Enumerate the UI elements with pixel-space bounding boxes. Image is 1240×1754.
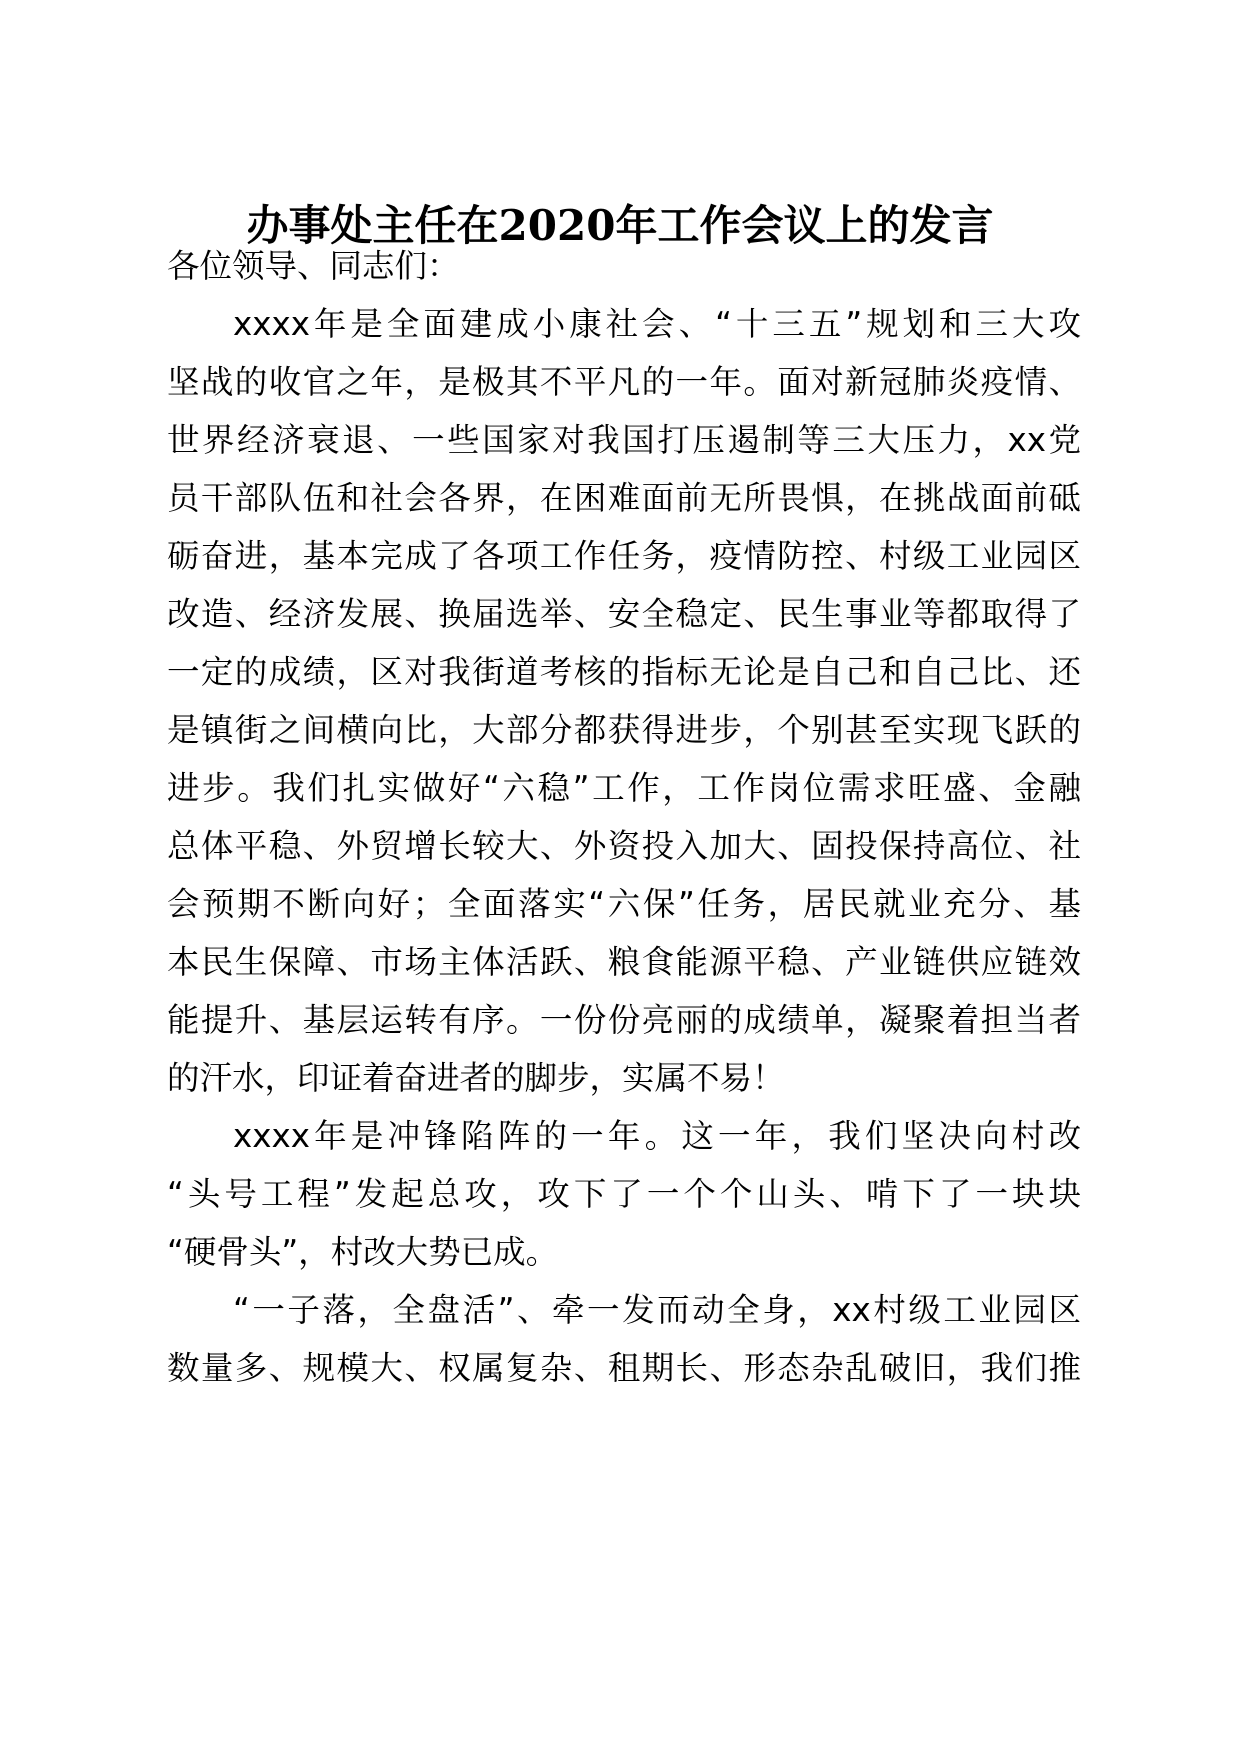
text-line: 的汗水，印证着奋进者的脚步，实属不易！ [167,1059,785,1097]
text-line: 本民生保障、市场主体活跃、粮食能源平稳、产业链供应链效 [167,943,1081,981]
text-line: 会预期不断向好；全面落实“六保”任务，居民就业充分、基 [167,885,1081,923]
text-line: 世界经济衰退、一些国家对我国打压遏制等三大压力，xx党 [167,421,1081,459]
text-line: “一子落，全盘活”、牵一发而动全身，xx村级工业园区 [233,1291,1081,1329]
text-line: 总体平稳、外贸增长较大、外资投入加大、固投保持高位、社 [167,827,1081,865]
text-line: xxxx年是冲锋陷阵的一年。这一年，我们坚决向村改 [233,1117,1081,1155]
text-line: xxxx年是全面建成小康社会、“十三五”规划和三大攻 [233,305,1081,343]
document-title: 办事处主任在2020年工作会议上的发言 [246,201,994,250]
text-line: 砺奋进，基本完成了各项工作任务，疫情防控、村级工业园区 [167,537,1081,575]
text-line: 改造、经济发展、换届选举、安全稳定、民生事业等都取得了 [167,595,1081,633]
text-line: 进步。我们扎实做好“六稳”工作，工作岗位需求旺盛、金融 [167,769,1081,807]
text-line: 员干部队伍和社会各界，在困难面前无所畏惧，在挑战面前砥 [167,479,1081,517]
text-line: “头号工程”发起总攻，攻下了一个个山头、啃下了一块块 [167,1175,1081,1213]
text-line: 坚战的收官之年，是极其不平凡的一年。面对新冠肺炎疫情、 [167,363,1081,401]
text-line: 是镇街之间横向比，大部分都获得进步，个别甚至实现飞跃的 [167,711,1081,749]
text-line: “硬骨头”，村改大势已成。 [167,1233,559,1271]
text-line: 数量多、规模大、权属复杂、租期长、形态杂乱破旧，我们推 [167,1349,1081,1387]
text-line: 一定的成绩，区对我街道考核的指标无论是自己和自己比、还 [167,653,1081,691]
salutation: 各位领导、同志们： [167,247,460,285]
text-line: 能提升、基层运转有序。一份份亮丽的成绩单，凝聚着担当者 [167,1001,1081,1039]
